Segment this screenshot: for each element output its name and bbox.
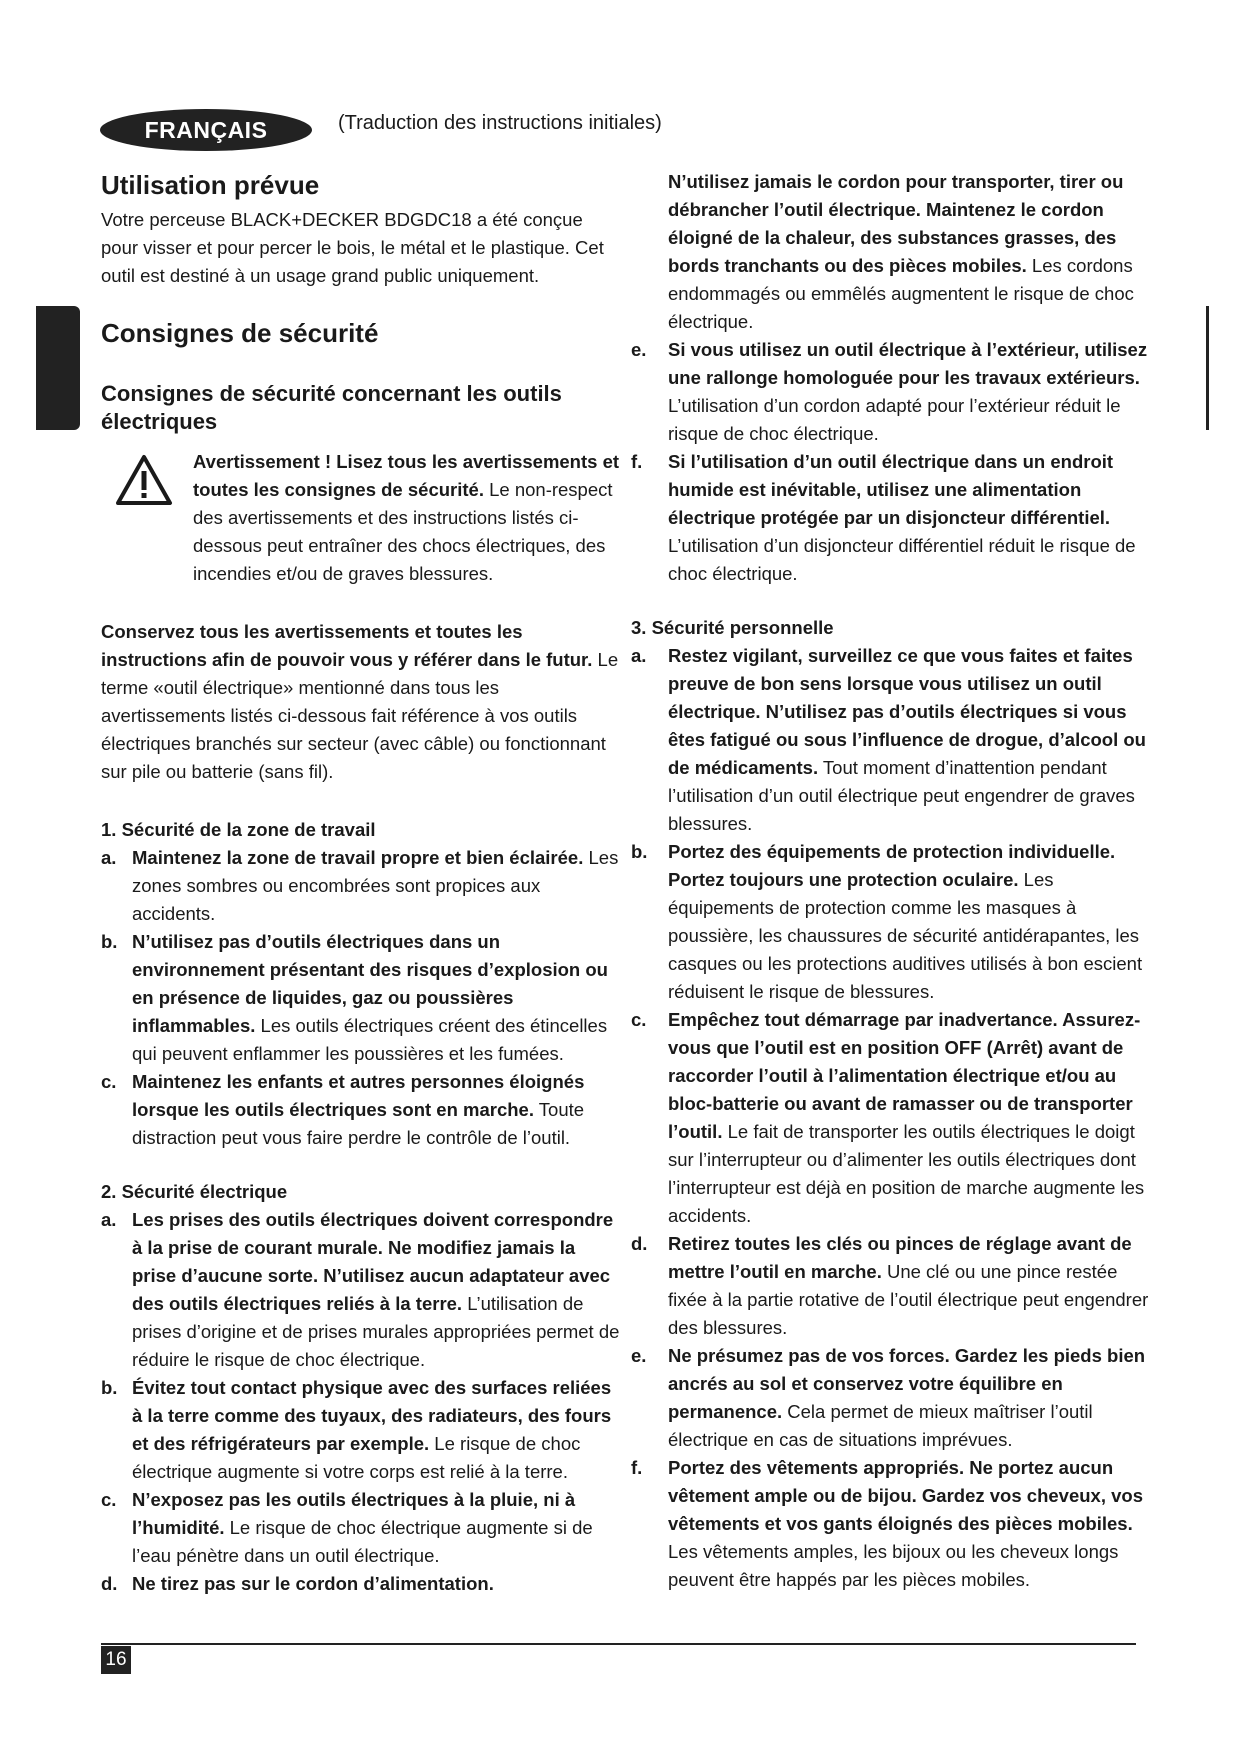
section-2-list-continued xyxy=(631,336,1151,588)
language-badge xyxy=(100,109,312,151)
keep-body: Le terme «outil électrique» mentionné dans tous les avertissements listés ci-dessous fait référence à vos outils électriques branchés sur secteur (avec câble) ou fonctionnant sur pile ou batterie (sans fil). xyxy=(101,649,619,782)
warning-text xyxy=(193,448,621,588)
section-2-list xyxy=(101,1206,621,1598)
keep-bold: Conservez tous les avertissements et toutes les instructions afin de pouvoir vous y référer dans le futur. xyxy=(101,621,593,670)
keep-instructions xyxy=(101,618,621,786)
language-label: FRANÇAIS xyxy=(144,117,268,143)
right-column xyxy=(631,168,1151,1594)
page-number: 16 xyxy=(101,1646,131,1674)
section-marker-line xyxy=(1206,306,1209,430)
cord-continuation: N’utilisez jamais le cordon pour transporter, tirer ou débrancher l’outil électrique. Maintenez le cordon éloigné de la chaleur, des substances grasses, des bords tranchants ou des pièces mobiles. Les cordons endommagés ou emmêlés augmentent le risque de choc électrique. xyxy=(668,171,1134,332)
section-2-title: 2. Sécurité électrique xyxy=(101,1181,288,1202)
list-item: a. Restez vigilant, surveillez ce que vous faites et faites preuve de bon sens lorsque vous utilisez un outil électrique. N’utilisez pas d’outils électriques si vous êtes fatigué ou sous l’influence de drogue, d’alcool ou de médicaments. Tout moment d’inattention pendant l’utilisation d’un outil électrique peut engendrer de graves blessures. xyxy=(631,645,1146,834)
section-thumb-tab xyxy=(36,306,80,430)
left-column xyxy=(101,168,621,1598)
section-1-list xyxy=(101,844,621,1152)
warning-bold: Avertissement ! Lisez tous les avertissements et toutes les consignes de sécurité. xyxy=(193,451,620,500)
footer-rule xyxy=(101,1643,1136,1645)
section-3-list xyxy=(631,642,1151,1594)
list-item: b. N’utilisez pas d’outils électriques dans un environnement présentant des risques d’explosion ou en présence de liquides, gaz ou poussières inflammables. Les outils électriques créent des étincelles qui peuvent enflammer les poussières et les fumées. xyxy=(101,931,608,1064)
list-item: a. Maintenez la zone de travail propre et bien éclairée. Les zones sombres ou encombrées sont propices aux accidents. xyxy=(101,847,619,924)
list-item: f. Si l’utilisation d’un outil électrique dans un endroit humide est inévitable, utilisez une alimentation électrique protégée par un disjoncteur différentiel. L’utilisation d’un disjoncteur différentiel réduit le risque de choc électrique. xyxy=(631,451,1136,584)
list-item: e. Ne présumez pas de vos forces. Gardez les pieds bien ancrés au sol et conservez votre équilibre en permanence. Cela permet de mieux maîtriser l’outil électrique en cas de situations imprévues. xyxy=(631,1345,1146,1450)
list-item: f. Portez des vêtements appropriés. Ne portez aucun vêtement ample ou de bijou. Gardez vos cheveux, vos vêtements et vos gants éloignés des pièces mobiles. Les vêtements amples, les bijoux ou les cheveux longs peuvent être happés par les pièces mobiles. xyxy=(631,1457,1143,1590)
section-1-title: 1. Sécurité de la zone de travail xyxy=(101,819,376,840)
section-3-title: 3. Sécurité personnelle xyxy=(631,617,834,638)
list-item: b. Évitez tout contact physique avec des surfaces reliées à la terre comme des tuyaux, des radiateurs, des fours et des réfrigérateurs par exemple. Le risque de choc électrique augmente si votre corps est relié à la terre. xyxy=(101,1377,612,1482)
list-item: c. Empêchez tout démarrage par inadvertance. Assurez-vous que l’outil est en position OFF (Arrêt) avant de raccorder l’outil à l’alimentation électrique et/ou au bloc-batterie ou avant de ramasser ou de transporter l’outil. Le fait de transporter les outils électriques le doigt sur l’interrupteur ou d’alimenter les outils électriques dont l’interrupteur est déjà en position de marche augmente les accidents. xyxy=(631,1009,1145,1226)
warning-body: Le non-respect des avertissements et des instructions listés ci-dessous peut entraîner des chocs électriques, des incendies et/ou de graves blessures. xyxy=(193,479,613,584)
warning-triangle-icon xyxy=(115,454,173,506)
power-tool-safety-title: Consignes de sécurité concernant les outils électriques xyxy=(101,381,562,434)
list-item: d. Retirez toutes les clés ou pinces de réglage avant de mettre l’outil en marche. Une clé ou une pince restée fixée à la partie rotative de l’outil électrique peut engendrer des blessures. xyxy=(631,1233,1149,1338)
list-item: c. Maintenez les enfants et autres personnes éloignés lorsque les outils électriques sont en marche. Toute distraction peut vous faire perdre le contrôle de l’outil. xyxy=(101,1071,585,1148)
list-item: a. Les prises des outils électriques doivent correspondre à la prise de courant murale. Ne modifiez jamais la prise d’aucune sorte. N’utilisez aucun adaptateur avec des outils électriques reliés à la terre. L’utilisation de prises d’origine et de prises murales appropriées permet de réduire le risque de choc électrique. xyxy=(101,1209,620,1370)
list-item: b. Portez des équipements de protection individuelle. Portez toujours une protection oculaire. Les équipements de protection comme les masques à poussière, les chaussures de sécurité antidérapantes, les casques ou les protections auditives utilisés à bon escient réduisent le risque de blessures. xyxy=(631,841,1143,1002)
list-item: d. Ne tirez pas sur le cordon d’alimentation. xyxy=(101,1573,494,1594)
list-item: e. Si vous utilisez un outil électrique à l’extérieur, utilisez une rallonge homologuée pour les travaux extérieurs. L’utilisation d’un cordon adapté pour l’extérieur réduit le risque de choc électrique. xyxy=(631,339,1148,444)
intended-use-text: Votre perceuse BLACK+DECKER BDGDC18 a été conçue pour visser et pour percer le bois, le métal et le plastique. Cet outil est destiné à un usage grand public uniquement. xyxy=(101,209,604,286)
safety-title: Consignes de sécurité xyxy=(101,318,379,348)
list-item: c. N’exposez pas les outils électriques à la pluie, ni à l’humidité. Le risque de choc électrique augmente si de l’eau pénètre dans un outil électrique. xyxy=(101,1489,593,1566)
translation-note: (Traduction des instructions initiales) xyxy=(338,112,662,134)
warning-block xyxy=(101,448,621,588)
intended-use-title: Utilisation prévue xyxy=(101,170,320,200)
